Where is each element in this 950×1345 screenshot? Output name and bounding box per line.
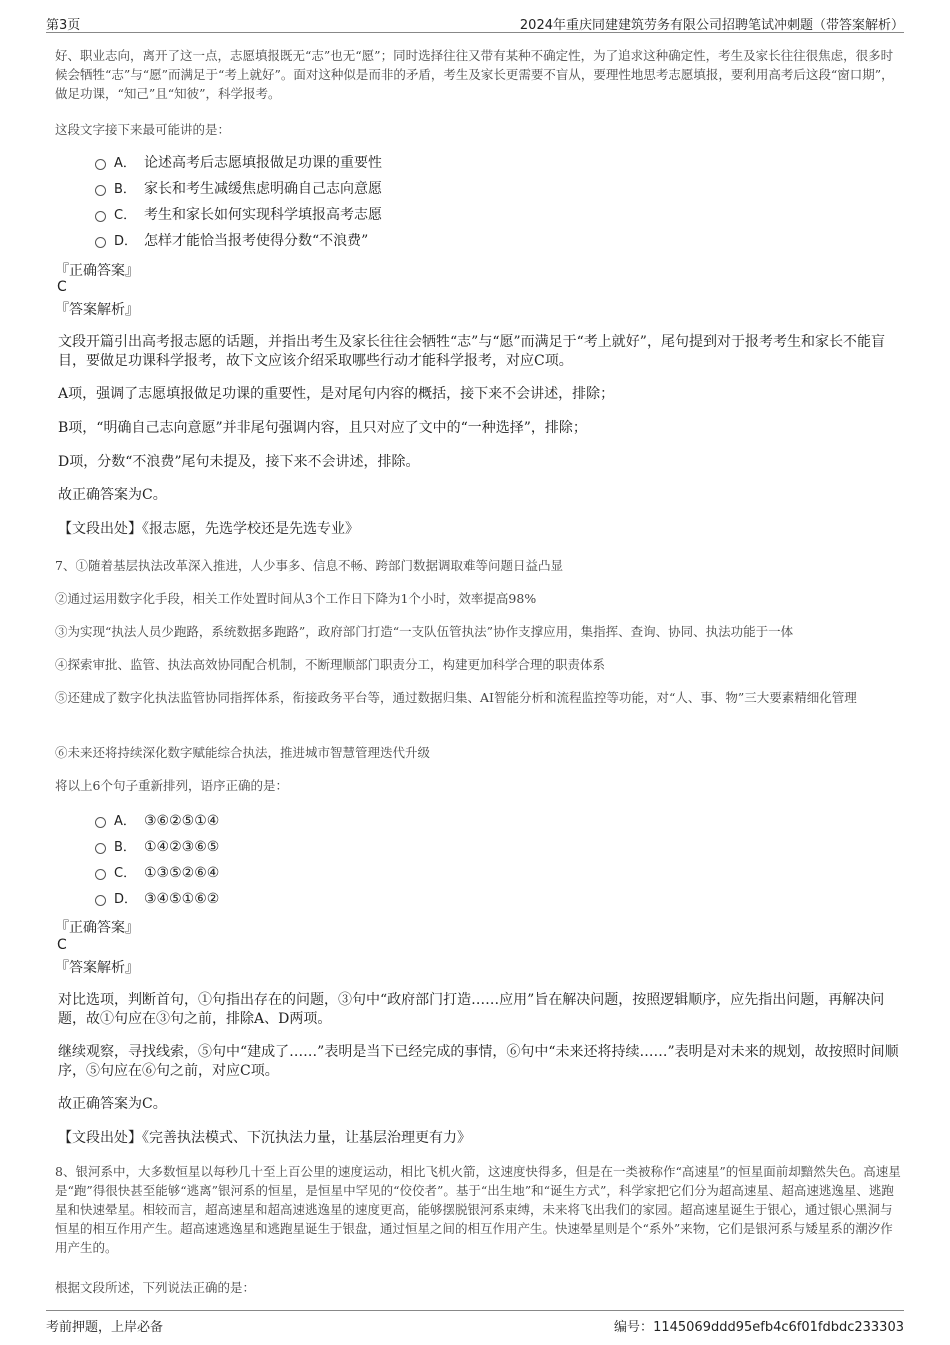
document-code: 编号：1145069ddd95efb4c6f01fdbdc233303	[614, 1320, 904, 1335]
q7-sentence-2: ②通过运用数字化手段，相关工作处置时间从3个工作日下降为1个小时，效率提高98%	[55, 591, 537, 606]
q6-analysis-2: A项，强调了志愿填报做足功课的重要性，是对尾句内容的概括，接下来不会讲述，排除；	[58, 386, 615, 402]
radio-icon[interactable]	[95, 869, 106, 880]
document-title: 2024年重庆同建建筑劳务有限公司招聘笔试冲刺题（带答案解析）	[519, 18, 904, 33]
q7-analysis-1: 对比选项，判断首句，①句指出存在的问题，③句中“政府部门打造……应用”旨在解决问题，按照逻辑顺序，应先指出问题，再解决问题，故①句应在③句之前，排除A、D两项。	[58, 992, 885, 1027]
q6-analysis-3: B项，“明确自己志向意愿”并非尾句强调内容，且只对应了文中的“一种选择”，排除；	[58, 420, 587, 436]
q7-option-d[interactable]: D． ③④⑤①⑥②	[95, 889, 219, 909]
page-header	[46, 12, 904, 33]
radio-icon[interactable]	[95, 185, 106, 196]
q6-option-b[interactable]: B． 家长和考生减缓焦虑明确自己志向意愿	[95, 179, 382, 199]
q6-source: 【文段出处】《报志愿，先选学校还是先选专业》	[58, 521, 359, 537]
q6-option-d[interactable]: D． 怎样才能恰当报考使得分数“不浪费”	[95, 231, 368, 251]
radio-icon[interactable]	[95, 237, 106, 248]
q7-analysis-2: 继续观察，寻找线索，⑤句中“建成了……”表明是当下已经完成的事情，⑥句中“未来还将持续……”表明是对未来的规划，故按照时间顺序，⑤句应在⑥句之前，对应C项。	[58, 1044, 899, 1079]
q6-prompt: 这段文字接下来最可能讲的是：	[55, 122, 231, 137]
q7-option-a[interactable]: A． ③⑥②⑤①④	[95, 811, 219, 831]
q7-sentence-3: ③为实现“执法人员少跑路，系统数据多跑路”，政府部门打造“一支队伍管执法”协作支撑应用，集指挥、查询、协同、执法功能于一体	[55, 624, 794, 639]
q6-answer-label: 『正确答案』	[55, 263, 139, 279]
q7-stem: 7、①随着基层执法改革深入推进，人少事多、信息不畅、跨部门数据调取难等问题日益凸显	[55, 558, 563, 573]
q7-answer: C	[57, 937, 67, 953]
q6-analysis-4: D项，分数“不浪费”尾句未提及，接下来不会讲述，排除。	[58, 454, 420, 470]
q6-analysis-5: 故正确答案为C。	[58, 487, 167, 503]
q7-option-c[interactable]: C． ①③⑤②⑥④	[95, 863, 219, 883]
page-number: 第3页	[46, 18, 81, 33]
page-footer	[46, 1310, 904, 1339]
q7-sentence-6: ⑥未来还将持续深化数字赋能综合执法，推进城市智慧管理迭代升级	[55, 745, 431, 760]
radio-icon[interactable]	[95, 817, 106, 828]
q7-sentence-5: ⑤还建成了数字化执法监管协同指挥体系，衔接政务平台等，通过数据归集、AI智能分析和流程监控等功能，对“人、事、物”三大要素精细化管理	[55, 690, 857, 705]
footer-slogan: 考前押题，上岸必备	[46, 1320, 164, 1335]
q7-source: 【文段出处】《完善执法模式、下沉执法力量，让基层治理更有力》	[58, 1130, 471, 1146]
q7-analysis-3: 故正确答案为C。	[58, 1096, 167, 1112]
q6-option-c[interactable]: C． 考生和家长如何实现科学填报高考志愿	[95, 205, 382, 225]
q8-stem: 8、银河系中，大多数恒星以每秒几十至上百公里的速度运动，相比飞机火箭，这速度快得多，但是在一类被称作“高速星”的恒星面前却黯然失色。高速星是“跑”得很快甚至能够“逃离”银河系的恒星，是恒星中罕见的“佼佼者”。基于“出生地”和“诞生方式”，科学家把它们分为超高速星、超高速逃逸星、逃跑星和快速晕星。相较而言，超高速星和超高速逃逸星的速度更高，能够摆脱银河系束缚，未来将飞出我们的家园。超高速星诞生于银心，通过银心黑洞与恒星的相互作用产生。超高速逃逸星和逃跑星诞生于银盘，通过恒星之间的相互作用产生。快速晕星则是个“系外”来物，它们是银河系与矮星系的潮汐作用产生的。	[55, 1164, 901, 1255]
q7-prompt: 将以上6个句子重新排列，语序正确的是：	[55, 778, 288, 793]
q6-analysis-label: 『答案解析』	[55, 302, 139, 318]
radio-icon[interactable]	[95, 895, 106, 906]
radio-icon[interactable]	[95, 159, 106, 170]
q8-prompt: 根据文段所述，下列说法正确的是：	[55, 1280, 256, 1295]
q7-option-b[interactable]: B． ①④②③⑥⑤	[95, 837, 219, 857]
q7-answer-label: 『正确答案』	[55, 920, 139, 936]
q6-option-a[interactable]: A． 论述高考后志愿填报做足功课的重要性	[95, 153, 382, 173]
q6-analysis-1: 文段开篇引出高考报志愿的话题，并指出考生及家长往往会牺牲“志”与“愿”而满足于“考上就好”，尾句提到对于报考考生和家长不能盲目，要做足功课科学报考，故下文应该介绍采取哪些行动才能科学报考，对应C项。	[58, 334, 885, 369]
radio-icon[interactable]	[95, 843, 106, 854]
q7-analysis-label: 『答案解析』	[55, 960, 139, 976]
radio-icon[interactable]	[95, 211, 106, 222]
q6-passage-tail: 好、职业志向，离开了这一点，志愿填报既无“志”也无“愿”；同时选择往往又带有某种不确定性，为了追求这种确定性，考生及家长往往很焦虑，很多时候会牺牲“志”与“愿”而满足于“考上就好”。面对这种似是而非的矛盾，考生及家长更需要不盲从，要理性地思考志愿填报，要利用高考后这段“窗口期”，做足功课，“知己”且“知彼”，科学报考。	[55, 48, 894, 101]
q6-answer: C	[57, 279, 67, 295]
q7-sentence-4: ④探索审批、监管、执法高效协同配合机制，不断理顺部门职责分工，构建更加科学合理的职责体系	[55, 657, 606, 672]
